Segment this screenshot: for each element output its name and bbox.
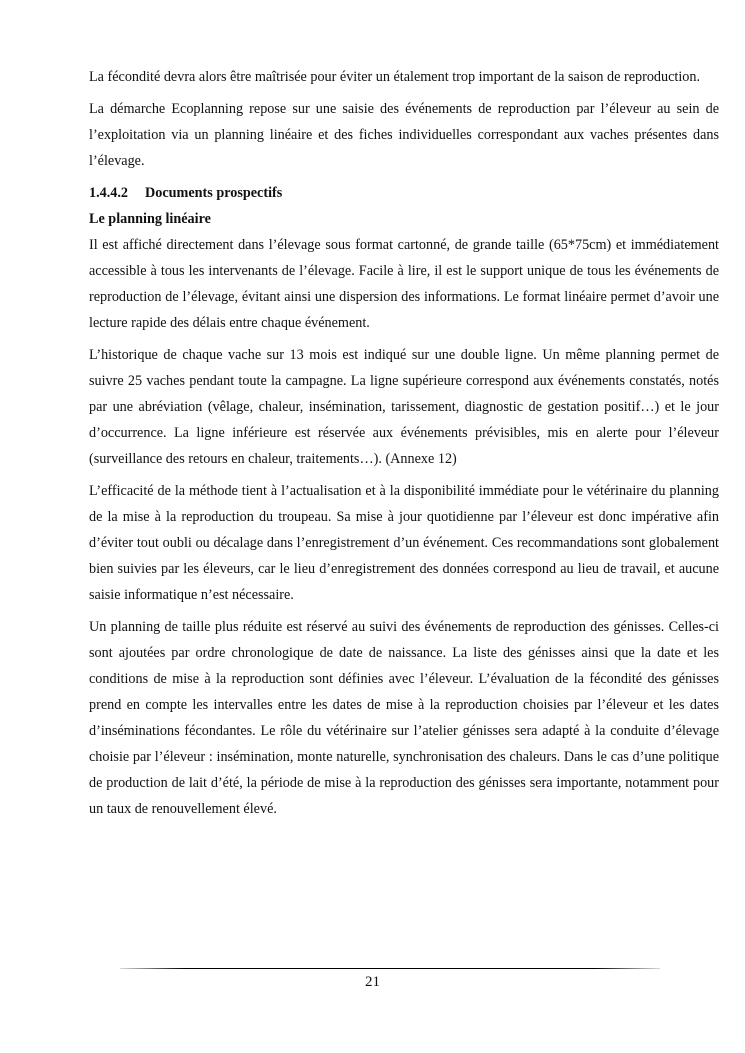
page-content	[89, 64, 719, 828]
section-number: 1.4.4.2	[89, 185, 129, 201]
page-number: 21	[365, 974, 380, 990]
section-heading	[89, 180, 719, 206]
subsection-title: Le planning linéaire	[89, 211, 211, 227]
footer-divider	[120, 968, 660, 969]
section-title: Documents prospectifs	[145, 185, 283, 201]
paragraph-body-1: Il est affiché directement dans l’élevage sous format cartonné, de grande taille (65*75cm) et immédiatement accessible à tous les intervenants de l’élevage. Facile à lire, il est le support unique de tous les événements de reproduction de l’élevage, évitant ainsi une dispersion des informations. Le format linéaire permet d’avoir une lecture rapide des délais entre chaque événement.	[89, 237, 719, 331]
paragraph-intro-2: La démarche Ecoplanning repose sur une saisie des événements de reproduction par l’éleveur au sein de l’exploitation via un planning linéaire et des fiches individuelles correspondant aux vaches présentes dans l’élevage.	[89, 101, 719, 169]
paragraph-intro-1: La fécondité devra alors être maîtrisée pour éviter un étalement trop important de la saison de reproduction.	[89, 69, 701, 85]
paragraph-body-3: L’efficacité de la méthode tient à l’actualisation et à la disponibilité immédiate pour le vétérinaire du planning de la mise à la reproduction du troupeau. Sa mise à jour quotidienne par l’éleveur est donc impérative afin d’éviter tout oubli ou décalage dans l’enregistrement d’un événement. Ces recommandations sont globalement bien suivies par les éleveurs, car le lieu d’enregistrement des données correspond au lieu de travail, et aucune saisie informatique n’est nécessaire.	[89, 483, 719, 603]
paragraph-body-2: L’historique de chaque vache sur 13 mois est indiqué sur une double ligne. Un même planning permet de suivre 25 vaches pendant toute la campagne. La ligne supérieure correspond aux événements constatés, notés par une abréviation (vêlage, chaleur, insémination, tarissement, diagnostic de gestation positif…) et le jour d’occurrence. La ligne inférieure est réservée aux événements prévisibles, mis en alerte pour l’éleveur (surveillance des retours en chaleur, traitements…). (Annexe 12)	[89, 347, 719, 467]
paragraph-body-4: Un planning de taille plus réduite est réservé au suivi des événements de reproduction des génisses. Celles-ci sont ajoutées par ordre chronologique de date de naissance. La liste des génisses ainsi que la date et les conditions de mise à la reproduction sont définies avec l’éleveur. L’évaluation de la fécondité des génisses prend en compte les intervalles entre les dates de mise à la reproduction choisies par l’éleveur et les dates d’inséminations fécondantes. Le rôle du vétérinaire sur l’atelier génisses sera adapté à la conduite d’élevage choisie par l’éleveur : insémination, monte naturelle, synchronisation des chaleurs. Dans le cas d’une politique de production de lait d’été, la période de mise à la reproduction des génisses sera importante, notamment pour un taux de renouvellement élevé.	[89, 619, 719, 817]
